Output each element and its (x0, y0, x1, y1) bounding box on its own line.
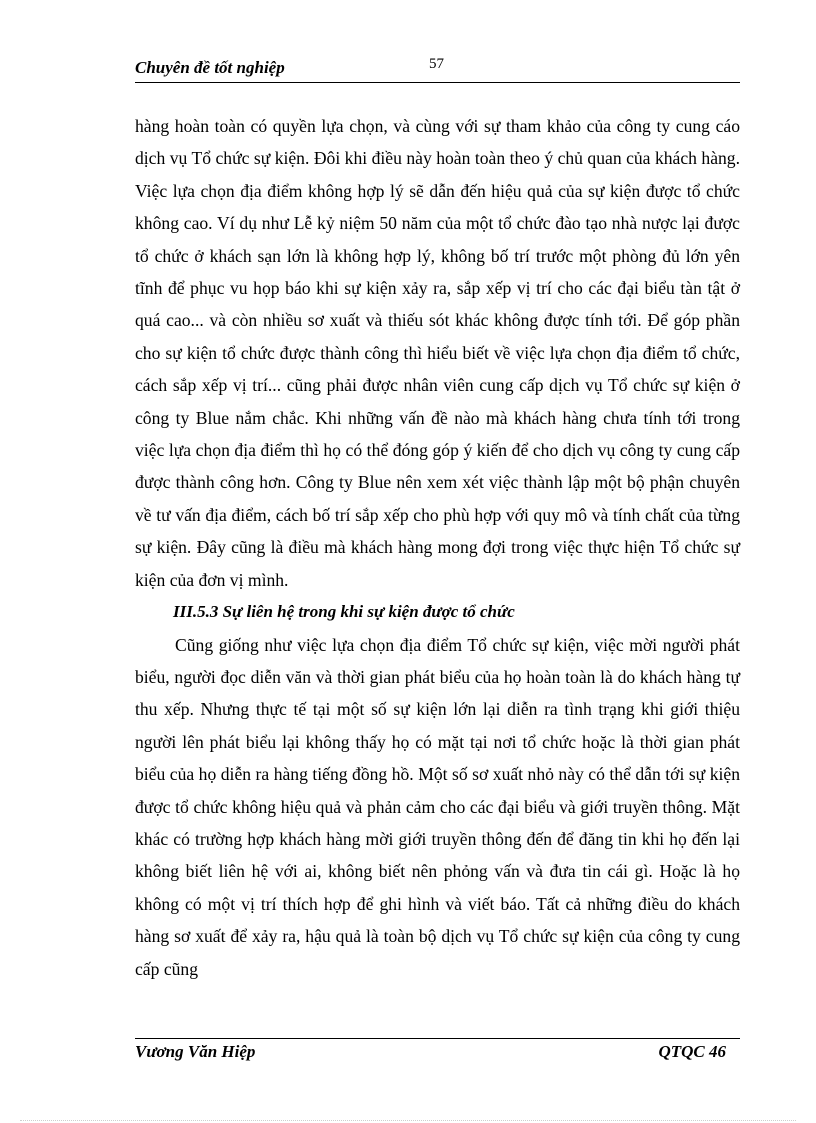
page-header (135, 56, 740, 83)
footer-author: Vương Văn Hiệp (135, 1042, 256, 1061)
paragraph-continuation: hàng hoàn toàn có quyền lựa chọn, và cùng với sự tham khảo của công ty cung cáo dịch vụ Tổ chức sự kiện. Đôi khi điều này hoàn toàn theo ý chủ quan của khách hàng. Việc lựa chọn địa điểm không hợp lý sẽ dẫn đến hiệu quả của sự kiện được tổ chức không cao. Ví dụ như Lễ kỷ niệm 50 năm của một tổ chức đào tạo nhà nược lại được tổ chức ở khách sạn lớn là không hợp lý, không bố trí trước một phòng đủ lớn yên tĩnh để phục vu họp báo khi sự kiện xảy ra, sắp xếp vị trí cho các đại biểu tàn tật ở quá cao... và còn nhiều sơ xuất và thiếu sót khác không được tính tới. Để góp phần cho sự kiện tổ chức được thành công thì hiểu biết về việc lựa chọn địa điểm tổ chức, cách sắp xếp vị trí... cũng phải được nhân viên cung cấp dịch vụ Tổ chức sự kiện ở công ty Blue nắm chắc. Khi những vấn đề nào mà khách hàng chưa tính tới trong việc lựa chọn địa điểm thì họ có thể đóng góp ý kiến để cho dịch vụ công ty cung cấp được thành công hơn. Công ty Blue nên xem xét việc thành lập một bộ phận chuyên về tư vấn địa điểm, cách bố trí sắp xếp cho phù hợp với quy mô và tính chất của từng sự kiện. Đây cũng là điều mà khách hàng mong đợi trong việc thực hiện Tổ chức sự kiện của đơn vị mình. (135, 116, 740, 590)
header-title: Chuyên đề tốt nghiệp (135, 58, 285, 77)
page-number: 57 (429, 56, 444, 72)
document-body (135, 110, 740, 985)
page-footer (135, 1038, 740, 1069)
section-heading: III.5.3 Sự liên hệ trong khi sự kiện được tổ chức (173, 602, 515, 622)
footer-code: QTQC 46 (658, 1042, 726, 1061)
page-bottom-edge (20, 1120, 796, 1121)
paragraph-section-body: Cũng giống như việc lựa chọn địa điểm Tổ chức sự kiện, việc mời người phát biểu, người đọc diễn văn và thời gian phát biểu của họ hoàn toàn là do khách hàng tự thu xếp. Nhưng thực tế tại một số sự kiện lớn lại diễn ra tình trạng khi giới thiệu người lên phát biểu lại không thấy họ có mặt tại nơi tổ chức hoặc là thời gian phát biểu của họ diễn ra hàng tiếng đồng hồ. Một số sơ xuất nhỏ này có thể dẫn tới sự kiện được tổ chức không hiệu quả và phản cảm cho các đại biểu và giới truyền thông. Mặt khác có trường hợp khách hàng mời giới truyền thông đến để đăng tin khi họ đến lại không biết liên hệ với ai, không biết nên phỏng vấn và đưa tin cái gì. Hoặc là họ không có một vị trí thích hợp để ghi hình và viết báo. Tất cả những điều do khách hàng sơ xuất để xảy ra, hậu quả là toàn bộ dịch vụ Tổ chức sự kiện của công ty cung cấp cũng (135, 634, 740, 979)
